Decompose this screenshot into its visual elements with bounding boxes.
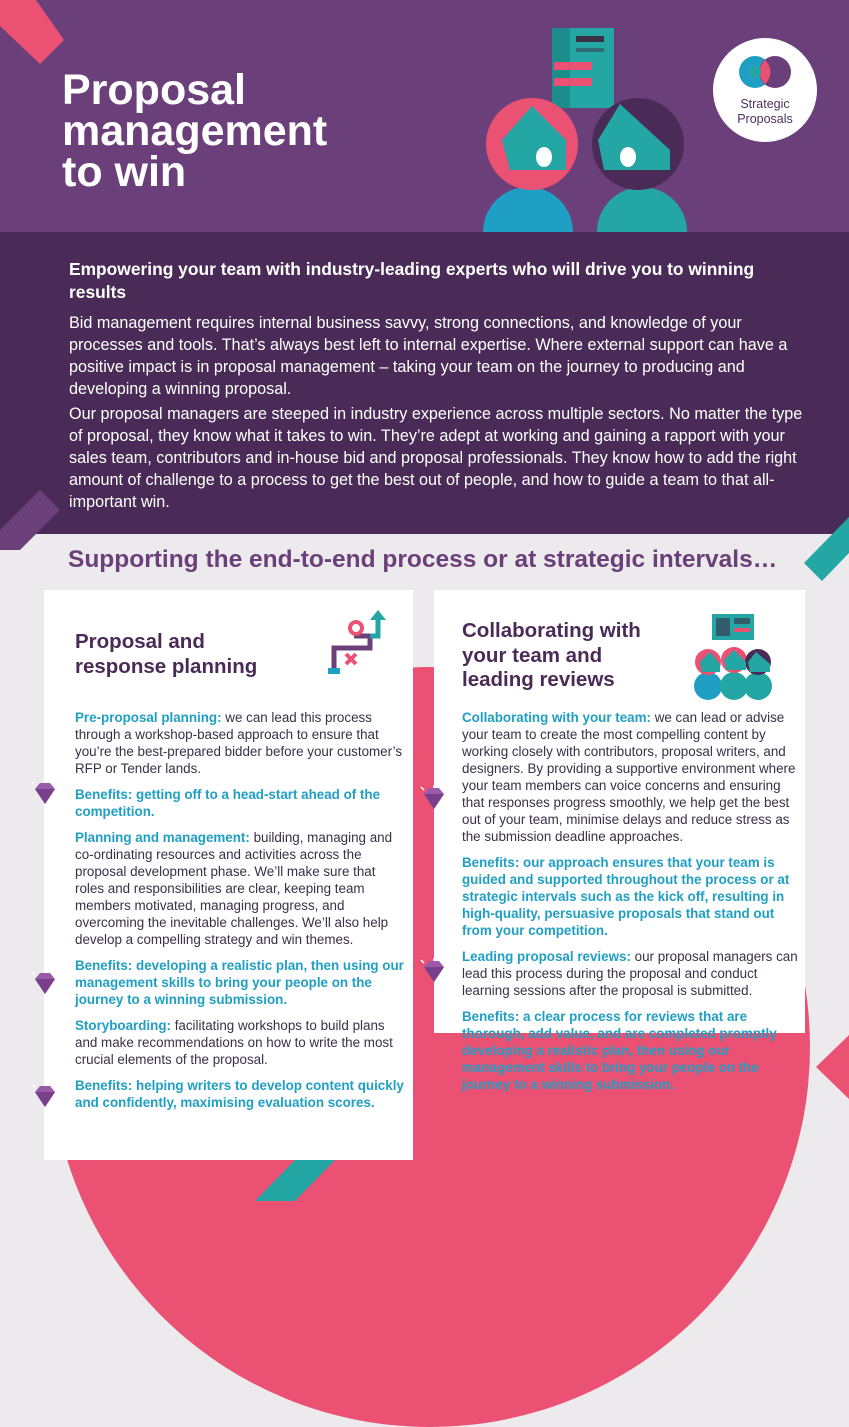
logo-text: Strategic bbox=[740, 97, 790, 111]
item-text: our proposal managers can lead this process during the proposal and conduct learning sessions after the proposal is submitted. bbox=[462, 949, 798, 998]
card-title-line: Collaborating with bbox=[462, 619, 641, 642]
gem-icon bbox=[31, 780, 59, 806]
gem-icon bbox=[31, 1083, 59, 1109]
title-line: Proposal bbox=[62, 66, 246, 114]
benefit-text: Benefits: getting off to a head-start ahead of the competition. bbox=[75, 787, 381, 819]
benefit-text: Benefits: our approach ensures that your team is guided and supported throughout the process or at strategic intervals such as the kick off, resulting in high-quality, persuasive proposals that stand out from your competition. bbox=[462, 855, 790, 938]
pink-diamond-shape bbox=[812, 1035, 849, 1099]
item-text: we can lead or advise your team to create the most compelling content by working closely with contributors, proposal writers, and designers. By providing a supportive environment where your team members can voice concerns and ensuring that responses progress smoothly, we help get the best out of your team, minimise delays and reduce stress as the submission deadline approaches. bbox=[462, 710, 796, 844]
card-body bbox=[75, 709, 405, 1120]
benefit-text: Benefits: developing a realistic plan, then using our management skills to bring your people on the journey to a winning submission. bbox=[75, 958, 404, 1007]
item-text: building, managing and co-ordinating resources and activities across the proposal development phase. We’ll make sure that roles and responsibilities are clear, keeping team members motivated, managing progress, and overcoming the inevitable challenges. We’ll also help develop a compelling strategy and win themes. bbox=[75, 830, 393, 947]
card-title bbox=[75, 630, 257, 679]
card-paragraph bbox=[75, 829, 405, 948]
gem-icon bbox=[420, 958, 448, 984]
card-paragraph bbox=[75, 1017, 405, 1068]
intro-section bbox=[0, 232, 849, 534]
card-paragraph bbox=[462, 709, 798, 845]
purple-diamond-shape bbox=[0, 480, 60, 570]
gem-icon bbox=[31, 970, 59, 996]
gem-icon bbox=[420, 785, 448, 811]
team-review-icon bbox=[692, 614, 776, 686]
pink-diamond-shape bbox=[0, 0, 70, 70]
benefit-text: Benefits: helping writers to develop content quickly and confidently, maximising evaluation scores. bbox=[75, 1078, 404, 1110]
item-label: Storyboarding: bbox=[75, 1018, 171, 1033]
item-text: we can lead this process through a workshop-based approach to ensure that you’re the best-prepared bidder before your customer’s RFP or Tender lands. bbox=[75, 710, 403, 776]
card-title-line: response planning bbox=[75, 654, 258, 678]
card-paragraph bbox=[462, 948, 798, 999]
benefit-text: Benefits: a clear process for reviews that are thorough, add value, and are completed promptly developing a realistic plan, then using our management skills to bring your people on the journey to a winning submission. bbox=[462, 1009, 777, 1092]
teal-diamond-shape bbox=[255, 1160, 335, 1201]
item-label: Collaborating with your team: bbox=[462, 710, 651, 725]
card-body bbox=[462, 709, 798, 1102]
team-illustration bbox=[470, 20, 700, 232]
intro-heading: Empowering your team with industry-leading experts who will drive you to winning results bbox=[69, 259, 755, 302]
item-text: facilitating workshops to build plans and make recommendations on how to write the most crucial elements of the proposal. bbox=[75, 1018, 393, 1067]
card-paragraph bbox=[75, 709, 405, 777]
card-title-line: leading reviews bbox=[462, 668, 615, 691]
intro-paragraph: Our proposal managers are steeped in industry experience across multiple sectors. No matter the type of proposal, they know what it takes to win. They’re adept at working and gaining a rapport with your sales team, contributors and in-house bid and proposal professionals. They know how to add the right amount of challenge to a process to get the best out of people, and how to guide a team to that all-important win. bbox=[69, 405, 803, 511]
logo-mark-icon bbox=[735, 52, 795, 96]
title-line: management bbox=[62, 107, 328, 155]
document-icon bbox=[552, 28, 614, 108]
section-heading: Supporting the end-to-end process or at strategic intervals… bbox=[68, 546, 778, 573]
card-title-line: Proposal and bbox=[75, 630, 205, 653]
hero-banner bbox=[0, 0, 849, 232]
service-card-collaboration bbox=[434, 590, 805, 1092]
item-label: Pre-proposal planning: bbox=[75, 710, 222, 725]
card-title bbox=[462, 619, 641, 693]
logo-text: Proposals bbox=[737, 112, 793, 126]
title-line: to win bbox=[62, 148, 187, 196]
path-route-icon bbox=[328, 608, 394, 676]
strategic-proposals-logo bbox=[713, 38, 817, 142]
item-label: Planning and management: bbox=[75, 830, 250, 845]
service-card-planning bbox=[44, 590, 413, 1160]
card-title-line: your team and bbox=[462, 643, 603, 667]
item-label: Leading proposal reviews: bbox=[462, 949, 631, 964]
intro-paragraph: Bid management requires internal business savvy, strong connections, and knowledge of your processes and tools. That’s always best left to internal expertise. Where external support can have a positive impact is in proposal management – taking your team on the journey to producing and developing a winning proposal. bbox=[69, 314, 788, 398]
page-title bbox=[62, 66, 328, 196]
